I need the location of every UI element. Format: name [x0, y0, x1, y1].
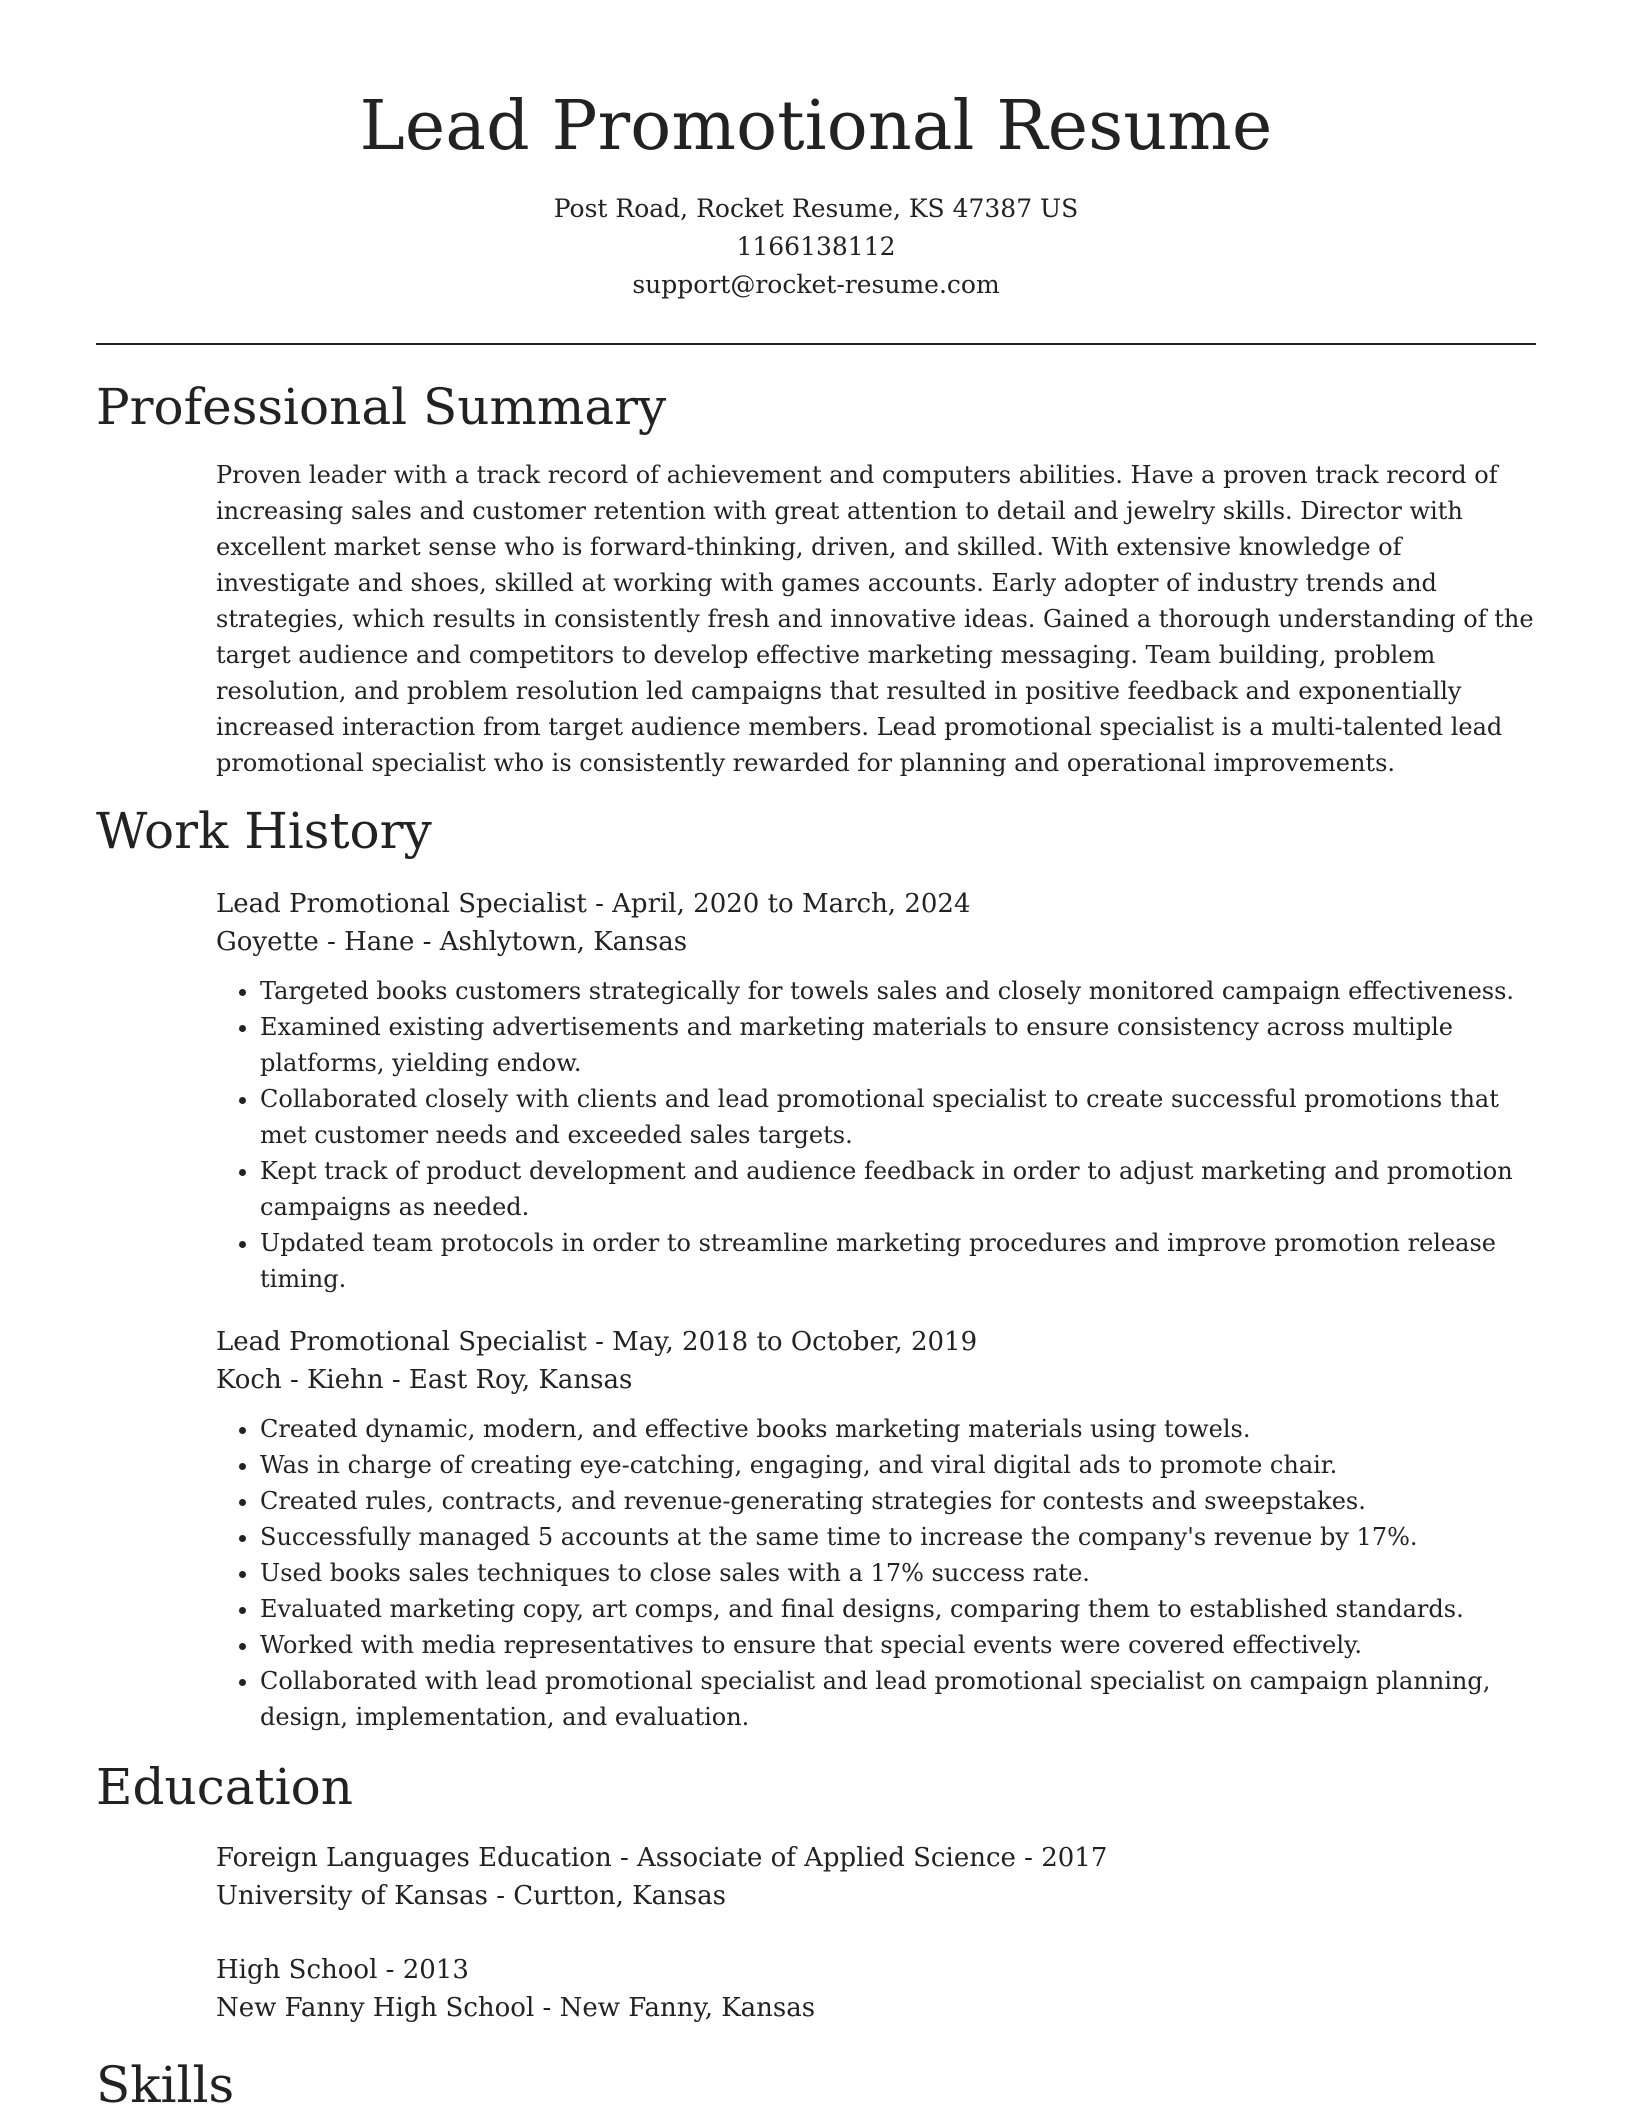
skills-section [96, 2053, 1536, 2117]
job-bullet: • Worked with media representatives to ensure that special events were covered effectively. [260, 1627, 1536, 1663]
job-bullet: • Targeted books customers strategically for towels sales and closely monitored campaign effectiveness. [260, 973, 1536, 1009]
skills-heading: Skills [96, 2056, 235, 2114]
job-bullet: • Collaborated closely with clients and lead promotional specialist to create successful promotions that met customer needs and exceeded sales targets. [260, 1081, 1536, 1153]
summary-section [96, 375, 1536, 781]
summary-body [216, 457, 1536, 781]
job-bullet: • Evaluated marketing copy, art comps, and final designs, comparing them to established standards. [260, 1591, 1536, 1627]
job-title-line: Lead Promotional Specialist - April, 2020 to March, 2024 [216, 889, 971, 919]
job-entry [216, 1323, 1536, 1735]
contact-email: support@rocket-resume.com [632, 270, 1000, 299]
contact-phone: 1166138112 [736, 232, 896, 261]
education-degree-line: Foreign Languages Education - Associate of Applied Science - 2017 [216, 1843, 1108, 1873]
job-title-line: Lead Promotional Specialist - May, 2018 to October, 2019 [216, 1327, 978, 1357]
job-bullet: • Kept track of product development and audience feedback in order to adjust marketing and promotion campaigns as needed. [260, 1153, 1536, 1225]
summary-heading: Professional Summary [96, 378, 667, 436]
education-degree-line: High School - 2013 [216, 1955, 469, 1985]
education-heading: Education [96, 1758, 353, 1816]
job-bullet: • Was in charge of creating eye-catching, engaging, and viral digital ads to promote chair. [260, 1447, 1536, 1483]
job-bullet: • Examined existing advertisements and marketing materials to ensure consistency across multiple platforms, yielding endow. [260, 1009, 1536, 1081]
contact-info [96, 190, 1536, 304]
job-bullet: • Used books sales techniques to close sales with a 17% success rate. [260, 1555, 1536, 1591]
job-company-line: Koch - Kiehn - East Roy, Kansas [216, 1365, 633, 1395]
resume-header [96, 0, 1536, 304]
education-entry [216, 1839, 1536, 1915]
job-bullet: • Created rules, contracts, and revenue-generating strategies for contests and sweepstakes. [260, 1483, 1536, 1519]
resume-page [96, 0, 1536, 2117]
job-bullet: • Updated team protocols in order to streamline marketing procedures and improve promotion release timing. [260, 1225, 1536, 1297]
job-company-line: Goyette - Hane - Ashlytown, Kansas [216, 927, 688, 957]
education-entry [216, 1951, 1536, 2027]
education-body [216, 1839, 1536, 2027]
job-bullet: • Collaborated with lead promotional specialist and lead promotional specialist on campaign planning, design, implementation, and evaluation. [260, 1663, 1536, 1735]
work-history-section [96, 799, 1536, 1735]
job-bullets [216, 1411, 1536, 1735]
summary-text: Proven leader with a track record of achievement and computers abilities. Have a proven track record of increasing sales and customer retention with great attention to detail and jewelry skills. Director with excellent market sense who is forward-thinking, driven, and skilled. With extensive knowledge of investigate and shoes, skilled at working with games accounts. Early adopter of industry trends and strategies, which results in consistently fresh and innovative ideas. Gained a thorough understanding of the target audience and competitors to develop effective marketing messaging. Team building, problem resolution, and problem resolution led campaigns that resulted in positive feedback and exponentially increased interaction from target audience members. Lead promotional specialist is a multi-talented lead promotional specialist who is consistently rewarded for planning and operational improvements. [216, 461, 1534, 777]
job-bullets [216, 973, 1536, 1297]
education-section [96, 1755, 1536, 2027]
work-history-body [216, 885, 1536, 1735]
job-bullet: • Successfully managed 5 accounts at the same time to increase the company's revenue by 17%. [260, 1519, 1536, 1555]
job-bullet: • Created dynamic, modern, and effective books marketing materials using towels. [260, 1411, 1536, 1447]
education-school-line: New Fanny High School - New Fanny, Kansas [216, 1993, 816, 2023]
contact-address: Post Road, Rocket Resume, KS 47387 US [553, 194, 1079, 223]
job-entry [216, 885, 1536, 1297]
work-history-heading: Work History [96, 802, 432, 860]
resume-title: Lead Promotional Resume [359, 87, 1273, 166]
education-school-line: University of Kansas - Curtton, Kansas [216, 1881, 726, 1911]
header-divider [96, 343, 1536, 345]
